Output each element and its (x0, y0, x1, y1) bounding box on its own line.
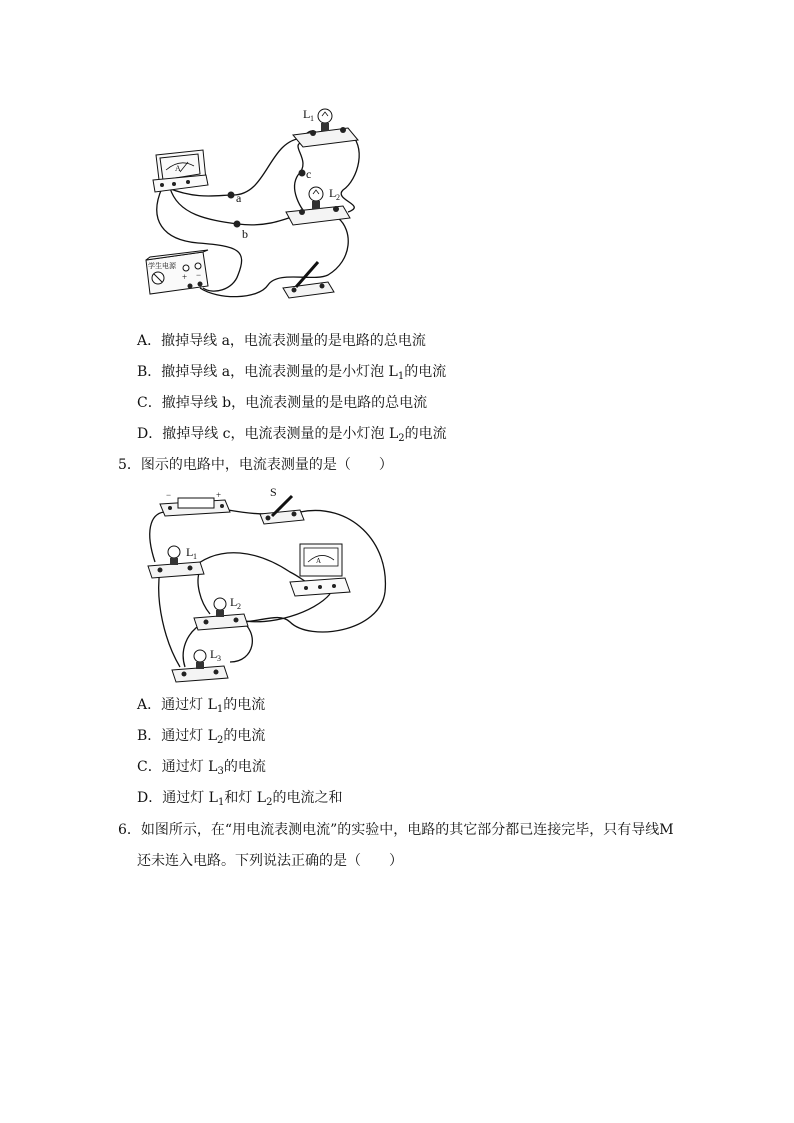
q5-option-b[interactable]: B．通过灯 $L_2$的电流 (137, 728, 266, 746)
svg-text:3: 3 (217, 654, 221, 663)
svg-text:2: 2 (336, 193, 340, 202)
switch-icon (283, 262, 334, 298)
q4-option-c[interactable]: C．撤掉导线 b，电流表测量的是电路的总电流 (137, 395, 428, 411)
svg-text:−: − (166, 490, 172, 500)
junction-c (299, 170, 306, 177)
junction-a (228, 192, 235, 199)
circuit-figure-1 (138, 100, 378, 300)
svg-text:−: − (196, 270, 202, 280)
svg-text:+: + (182, 272, 188, 282)
ammeter-icon (153, 150, 208, 192)
svg-text:A: A (316, 557, 322, 565)
svg-text:2: 2 (237, 602, 241, 611)
svg-text:1: 1 (310, 114, 314, 123)
ammeter-icon (290, 544, 350, 596)
svg-text:b: b (242, 227, 248, 241)
circuit-figure-2 (140, 482, 390, 692)
svg-text:1: 1 (193, 552, 197, 561)
q5-option-d[interactable]: D．通过灯 $L_1$和灯 $L_2$的电流之和 (137, 790, 343, 808)
battery-icon (160, 490, 230, 516)
power-supply-icon (146, 250, 208, 294)
q4-option-b[interactable]: B．撤掉导线 a，电流表测量的是小灯泡 $L_1$的电流 (137, 364, 447, 382)
svg-text:+: + (216, 490, 222, 500)
svg-text:学生电源: 学生电源 (148, 262, 176, 270)
q5-option-c[interactable]: C．通过灯 $L_3$的电流 (137, 759, 266, 777)
svg-text:L: L (186, 545, 194, 559)
q5-option-a[interactable]: A．通过灯 $L_1$的电流 (137, 697, 266, 715)
junction-b (234, 221, 241, 228)
q5-stem: 5．图示的电路中，电流表测量的是（ ） (118, 457, 393, 473)
q6-stem-line2: 还未连入电路。下列说法正确的是（ ） (137, 853, 403, 869)
svg-text:L: L (329, 186, 337, 200)
svg-text:L: L (230, 595, 238, 609)
svg-text:L: L (303, 107, 311, 121)
svg-text:a: a (236, 191, 242, 205)
svg-text:L: L (210, 647, 218, 661)
bulb-l1-icon (148, 546, 204, 578)
q4-option-d[interactable]: D．撤掉导线 c，电流表测量的是小灯泡 $L_2$的电流 (137, 426, 447, 444)
q4-option-a[interactable]: A．撤掉导线 a，电流表测量的是电路的总电流 (137, 333, 426, 349)
switch-icon (260, 496, 304, 524)
q6-stem-line1: 6．如图所示，在“用电流表测电流”的实验中，电路的其它部分都已连接完毕，只有导线M (118, 822, 674, 838)
svg-text:c: c (306, 167, 312, 181)
svg-text:A: A (175, 164, 181, 173)
svg-text:S: S (270, 485, 277, 499)
